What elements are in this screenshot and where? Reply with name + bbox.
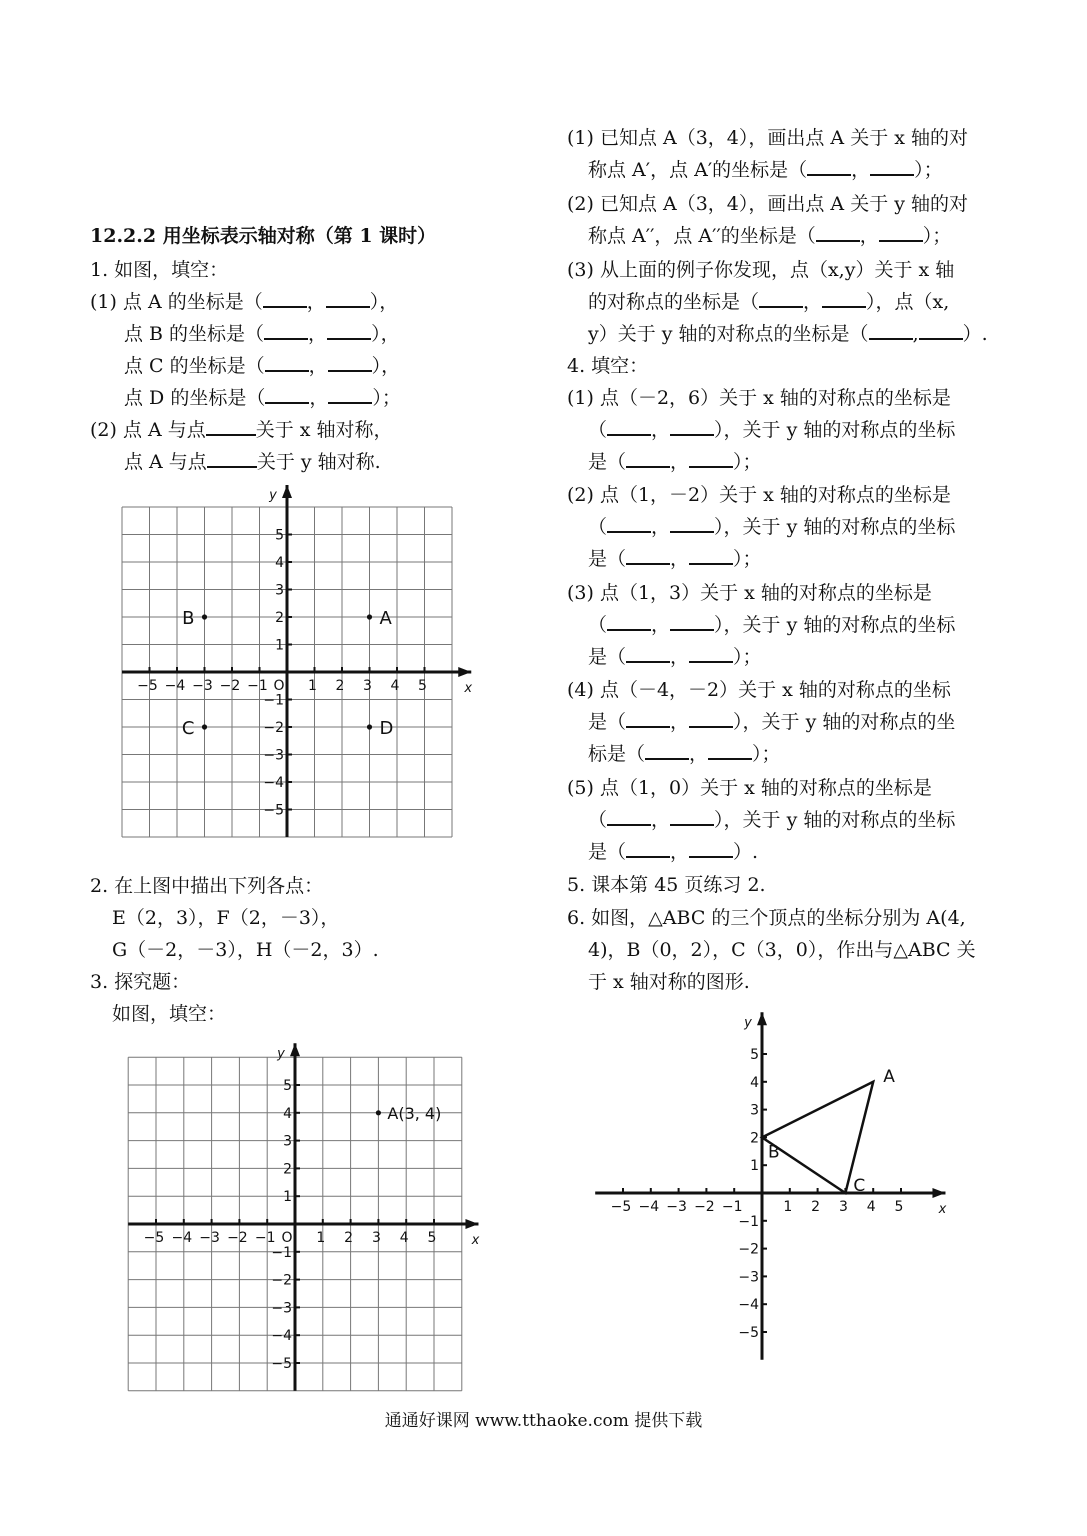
- y-tick-label: 4: [275, 555, 284, 571]
- y-axis-label: y: [744, 1015, 752, 1031]
- x-axis-label: x: [471, 1233, 480, 1248]
- y-tick-label: −3: [271, 1300, 292, 1317]
- y-tick-label: −2: [271, 1272, 292, 1289]
- y-tick-label: −5: [263, 802, 284, 819]
- q4-4-line-2: 是（ ， ），关于 y 轴的对称点的坐: [588, 706, 955, 738]
- x-axis-label: x: [938, 1202, 947, 1217]
- y-tick-label: −5: [738, 1325, 759, 1341]
- q4-2-line-1: (2) 点（1，－2）关于 x 轴的对称点的坐标是: [567, 484, 951, 506]
- y-tick-label: −1: [738, 1213, 759, 1230]
- x-tick-label: 2: [335, 678, 345, 694]
- x-tick-label: −2: [227, 1230, 248, 1246]
- r3-line-2: 的对称点的坐标是（ ， ），点（x,: [588, 286, 949, 318]
- q4-5-line-3: 是（ ， ）.: [588, 836, 758, 868]
- x-tick-label: 1: [316, 1230, 326, 1246]
- x-tick-label: 5: [427, 1230, 437, 1246]
- y-tick-label: −5: [271, 1356, 292, 1372]
- y-tick-label: 4: [750, 1074, 759, 1091]
- point-label-B: B: [182, 608, 195, 629]
- r1-line-1: (1) 已知点 A（3，4），画出点 A 关于 x 轴的对: [567, 127, 968, 149]
- point-D: [367, 724, 372, 729]
- point-label-A: A: [379, 608, 392, 629]
- point-label-D: D: [379, 718, 394, 739]
- y-tick-label: 3: [750, 1102, 759, 1119]
- question-3-heading: 3. 探究题：: [90, 971, 191, 993]
- point-label-A: A(3, 4): [387, 1103, 442, 1123]
- y-tick-label: −3: [263, 747, 284, 764]
- x-tick-label: −2: [219, 678, 241, 694]
- q4-2-line-3: 是（ ， ）；: [588, 543, 762, 575]
- vertex-label-B: B: [768, 1142, 780, 1163]
- y-tick-label: 5: [283, 1078, 292, 1094]
- q1-2-y-axis-line: 点 A 与点 关于 y 轴对称.: [124, 446, 381, 478]
- r2-line-1: (2) 已知点 A（3，4），画出点 A 关于 y 轴的对: [567, 193, 969, 215]
- x-tick-label: 3: [838, 1199, 848, 1215]
- x-tick-label: 2: [344, 1230, 354, 1246]
- x-tick-label: 1: [783, 1199, 793, 1215]
- q4-5-line-1: (5) 点（1，0）关于 x 轴的对称点的坐标是: [567, 777, 932, 799]
- q4-3-line-3: 是（ ， ）；: [588, 641, 762, 673]
- y-tick-label: 3: [275, 582, 284, 599]
- x-tick-label: −5: [137, 678, 158, 694]
- x-axis-label: x: [464, 681, 473, 696]
- x-tick-label: −4: [638, 1199, 660, 1215]
- q3-subheading: 如图，填空：: [112, 1003, 227, 1025]
- section-title: 12.2.2 用坐标表示轴对称（第 1 课时）: [90, 225, 437, 247]
- x-axis-head: [932, 1188, 945, 1198]
- x-axis-head: [458, 667, 471, 677]
- y-tick-label: −3: [738, 1269, 759, 1286]
- x-tick-label: −4: [171, 1230, 193, 1246]
- y-tick-label: 1: [275, 637, 284, 654]
- y-tick-label: 4: [283, 1105, 292, 1122]
- q1-1-point-a-line: (1) 点 A 的坐标是（ ， ），: [90, 286, 398, 318]
- point-C: [202, 724, 207, 729]
- x-tick-label: −3: [192, 678, 213, 694]
- q4-4-line-1: (4) 点（－4，－2）关于 x 轴的对称点的坐标: [567, 679, 951, 701]
- q4-1-line-3: 是（ ， ）；: [588, 446, 762, 478]
- y-tick-label: 3: [283, 1133, 292, 1150]
- q1-1-point-d-line: 点 D 的坐标是（ ， ）；: [124, 382, 401, 414]
- x-tick-label: 2: [811, 1199, 821, 1215]
- y-axis-head: [757, 1012, 767, 1025]
- q1-2-x-axis-line: (2) 点 A 与点 关于 x 轴对称，: [90, 414, 393, 446]
- x-tick-label: 5: [894, 1199, 904, 1215]
- x-tick-label: −1: [247, 678, 268, 694]
- question-6-line-3: 于 x 轴对称的图形.: [588, 971, 750, 993]
- question-5: 5. 课本第 45 页练习 2.: [567, 874, 766, 896]
- point-A: [376, 1110, 381, 1115]
- r2-line-2: 称点 A′′，点 A′′的坐标是（ ， ）；: [588, 220, 951, 252]
- point-B: [202, 614, 207, 619]
- q4-4-line-3: 标是（ ， ）；: [588, 738, 781, 770]
- question-6-line-2: 4)，B（0，2），C（3，0），作出与△ABC 关: [588, 939, 976, 961]
- r1-line-2: 称点 A′，点 A′的坐标是（ ， ）；: [588, 154, 943, 186]
- y-axis-head: [290, 1043, 300, 1056]
- q4-2-line-2: （ ， ），关于 y 轴的对称点的坐标: [588, 511, 955, 543]
- y-tick-label: −2: [263, 720, 284, 736]
- question-4-heading: 4. 填空：: [567, 355, 649, 377]
- y-tick-label: −4: [738, 1297, 759, 1314]
- vertex-label-C: C: [853, 1176, 866, 1196]
- x-tick-label: −5: [143, 1230, 165, 1246]
- page-footer: 通通好课网 www.tthaoke.com 提供下载: [384, 1411, 703, 1431]
- x-tick-label: −1: [721, 1199, 743, 1215]
- y-tick-label: −1: [271, 1244, 292, 1261]
- r3-line-3: y）关于 y 轴的对称点的坐标是（ , ）.: [588, 318, 988, 350]
- x-tick-label: 5: [418, 678, 427, 694]
- x-tick-label: −3: [666, 1199, 687, 1215]
- x-tick-label: −4: [164, 678, 186, 694]
- q1-1-point-c-line: 点 C 的坐标是（ ， ），: [124, 350, 400, 382]
- question-6-line-1: 6. 如图，△ABC 的三个顶点的坐标分别为 A(4,: [567, 907, 966, 929]
- x-tick-label: 1: [308, 678, 317, 694]
- y-tick-label: −4: [263, 775, 284, 791]
- x-tick-label: 3: [363, 678, 372, 694]
- x-tick-label: −5: [610, 1199, 632, 1215]
- x-axis-head: [465, 1219, 478, 1229]
- x-tick-label: −2: [694, 1199, 715, 1215]
- question-1-heading: 1. 如图，填空：: [90, 259, 229, 281]
- y-axis-label: y: [277, 1046, 285, 1062]
- q4-5-line-2: （ ， ），关于 y 轴的对称点的坐标: [588, 804, 955, 836]
- y-tick-label: 2: [283, 1161, 292, 1178]
- y-tick-label: 2: [750, 1130, 759, 1147]
- q4-3-line-2: （ ， ），关于 y 轴的对称点的坐标: [588, 609, 955, 641]
- r3-line-1: (3) 从上面的例子你发现，点（x,y）关于 x 轴: [567, 259, 955, 281]
- y-axis-label: y: [269, 488, 277, 503]
- q1-1-point-b-line: 点 B 的坐标是（ ， ），: [124, 318, 400, 350]
- origin-label: O: [273, 678, 285, 694]
- y-axis-head: [282, 485, 292, 498]
- y-tick-label: −1: [263, 692, 284, 709]
- x-tick-label: −3: [199, 1230, 220, 1246]
- x-tick-label: 3: [371, 1230, 381, 1246]
- y-tick-label: 1: [750, 1158, 759, 1175]
- y-tick-label: 1: [283, 1189, 292, 1206]
- q4-1-line-2: （ ， ），关于 y 轴的对称点的坐标: [588, 414, 955, 446]
- y-tick-label: 5: [750, 1047, 759, 1063]
- y-tick-label: 2: [275, 610, 284, 626]
- q2-points-line-1: E（2，3），F（2，－3），: [112, 907, 340, 929]
- x-tick-label: 4: [866, 1199, 876, 1215]
- q4-1-line-1: (1) 点（－2，6）关于 x 轴的对称点的坐标是: [567, 387, 951, 409]
- q2-points-line-2: G（－2，－3），H（－2，3）.: [112, 939, 379, 961]
- y-tick-label: −2: [738, 1241, 759, 1258]
- x-tick-label: 4: [390, 678, 400, 694]
- y-tick-label: 5: [275, 527, 284, 544]
- origin-label: O: [281, 1230, 293, 1246]
- q4-3-line-1: (3) 点（1，3）关于 x 轴的对称点的坐标是: [567, 582, 932, 604]
- x-tick-label: −1: [254, 1230, 276, 1246]
- vertex-label-A: A: [883, 1066, 895, 1087]
- y-tick-label: −4: [271, 1328, 292, 1345]
- point-A: [367, 614, 372, 619]
- question-2-heading: 2. 在上图中描出下列各点：: [90, 875, 324, 897]
- point-label-C: C: [181, 718, 195, 739]
- x-tick-label: 4: [399, 1230, 409, 1246]
